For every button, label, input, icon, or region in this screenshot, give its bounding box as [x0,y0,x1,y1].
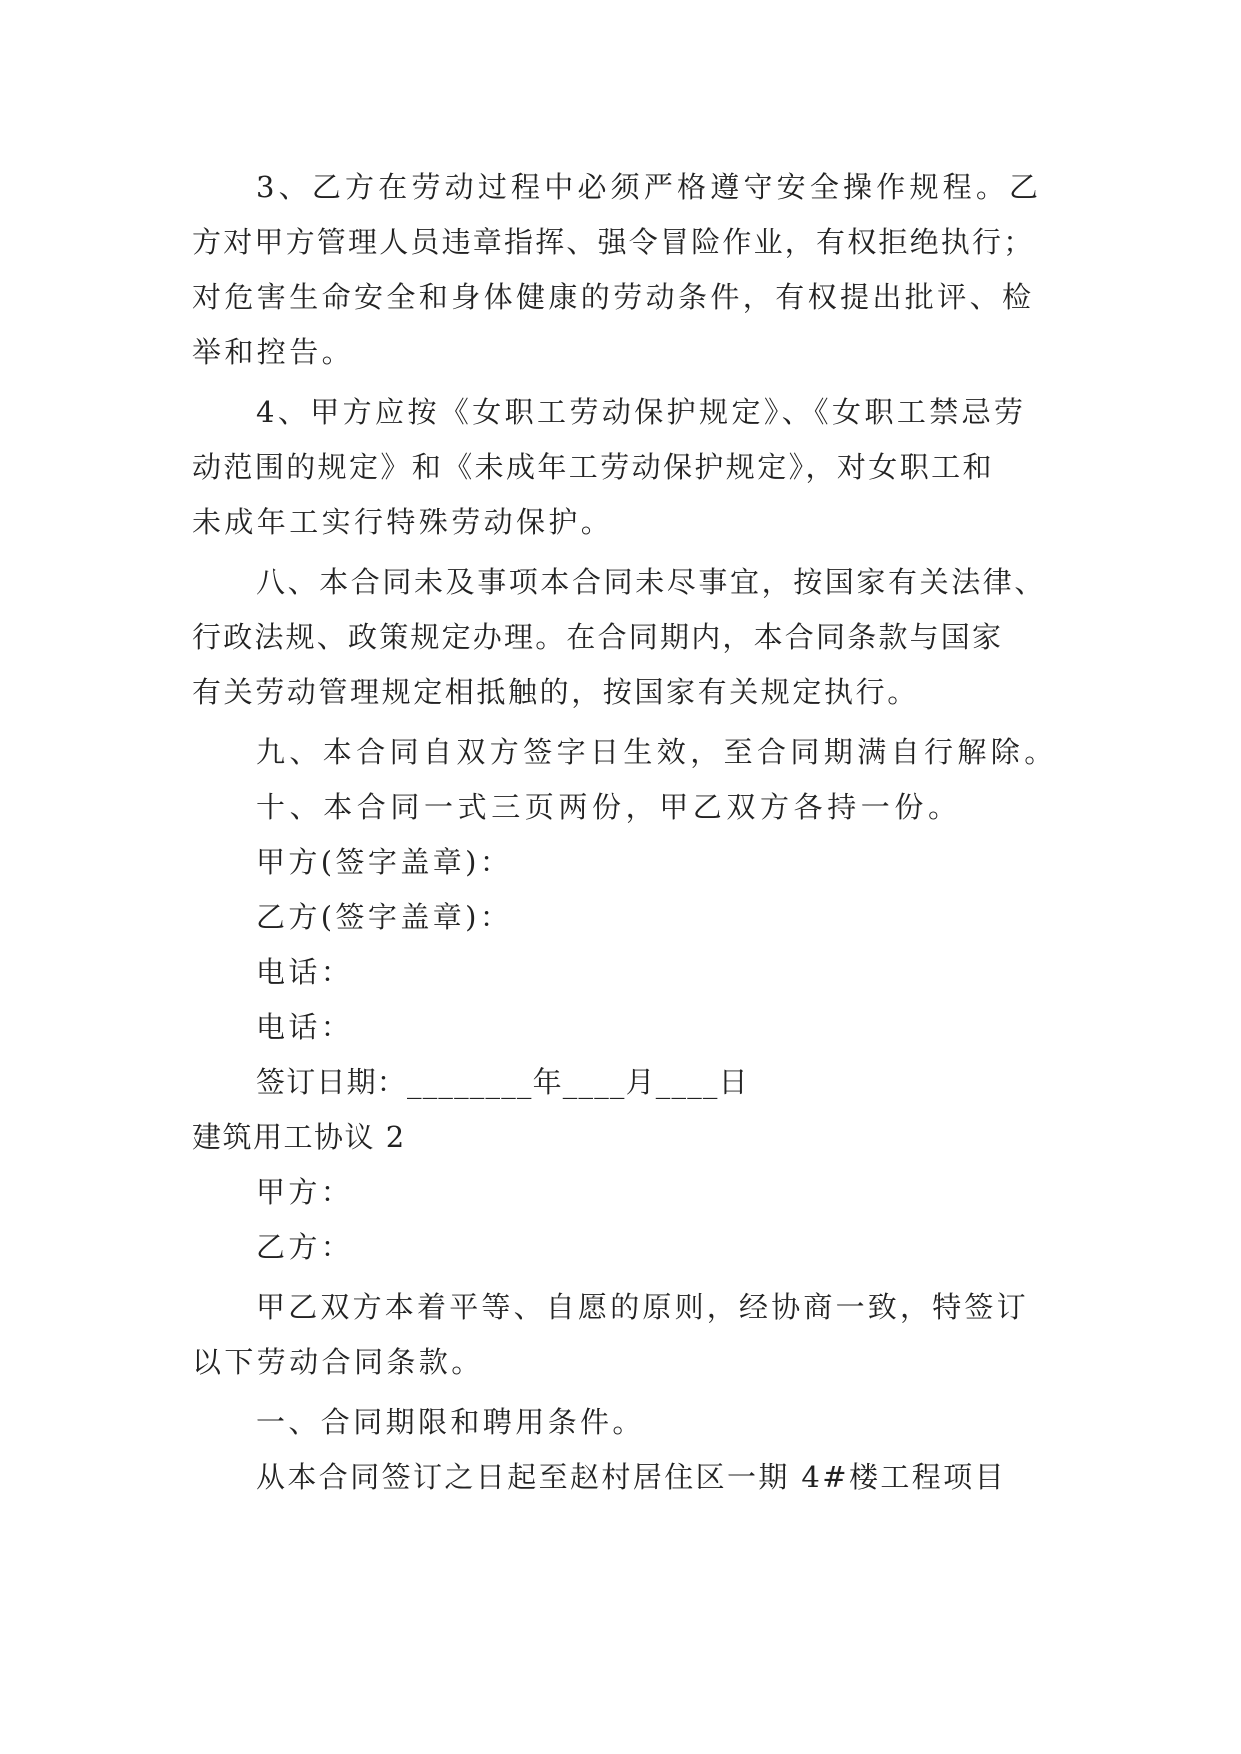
clause-8-line-2: 行政法规、政策规定办理。在合同期内，本合同条款与国家 [192,620,1004,654]
clause-7-3-line-3: 对危害生命安全和身体健康的劳动条件，有权提出批评、检 [192,280,1035,314]
clause-10: 十、本合同一式三页两份，甲乙双方各持一份。 [256,790,962,824]
agreement-title: 建筑用工协议 2 [192,1120,406,1154]
clause-7-3-line-1: 3、乙方在劳动过程中必须严格遵守安全操作规程。乙 [256,170,1043,204]
clause-7-3-line-2: 方对甲方管理人员违章指挥、强令冒险作业，有权拒绝执行； [192,225,1035,259]
party-a-signature: 甲方(签字盖章)： [256,845,513,879]
section-1-line-1: 从本合同签订之日起至赵村居住区一期 4#楼工程项目 [256,1460,1006,1494]
clause-8-line-1: 八、本合同未及事项本合同未尽事宜，按国家有关法律、 [256,565,1047,599]
clause-7-4-line-1: 4、甲方应按《女职工劳动保护规定》、《女职工禁忌劳 [256,395,1027,429]
phone-line-1: 电话： [256,955,354,989]
preamble-line-1: 甲乙双方本着平等、自愿的原则，经协商一致，特签订 [256,1290,1029,1324]
clause-8-line-3: 有关劳动管理规定相抵触的，按国家有关规定执行。 [192,675,919,709]
party-a-field: 甲方： [256,1175,354,1209]
clause-7-3-line-4: 举和控告。 [192,335,355,369]
preamble-line-2: 以下劳动合同条款。 [192,1345,484,1379]
clause-9: 九、本合同自双方签字日生效，至合同期满自行解除。 [256,735,1058,769]
party-b-signature: 乙方(签字盖章)： [256,900,513,934]
phone-line-2: 电话： [256,1010,354,1044]
clause-7-4-line-3: 未成年工实行特殊劳动保护。 [192,505,614,539]
section-1-heading: 一、合同期限和聘用条件。 [256,1405,645,1439]
clause-7-4-line-2: 动范围的规定》和《未成年工劳动保护规定》，对女职工和 [192,450,994,484]
party-b-field: 乙方： [256,1230,354,1264]
signing-date: 签订日期：________年____月____日 [256,1065,749,1099]
